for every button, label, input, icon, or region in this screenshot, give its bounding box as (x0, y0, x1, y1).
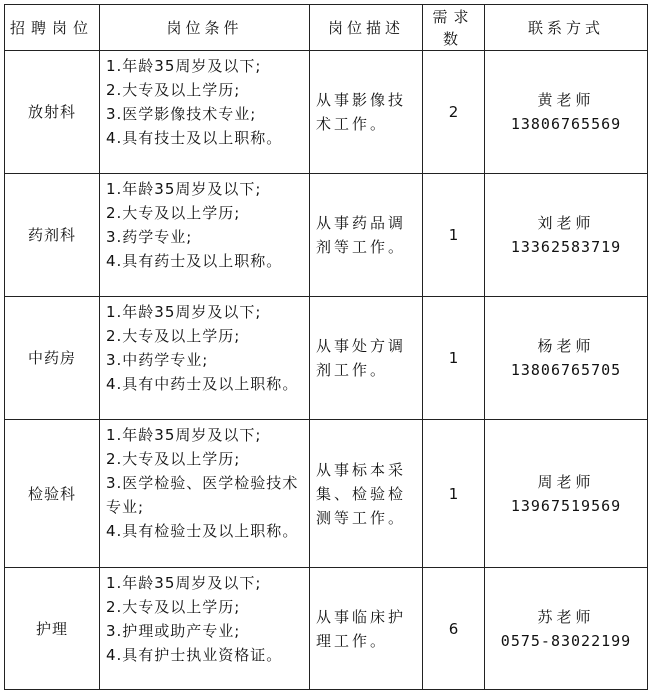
position-title: 检验科 (5, 420, 100, 568)
condition-line: 3.中药学专业; (106, 351, 209, 369)
contact-phone: 13806765705 (510, 361, 622, 379)
header-title: 招聘岗位 (5, 5, 100, 51)
position-title: 护理 (5, 568, 100, 690)
condition-line: 1.年龄35周岁及以下; (106, 180, 262, 198)
position-description: 从事临床护理工作。 (310, 568, 423, 690)
condition-line: 2.大专及以上学历; (106, 81, 241, 99)
condition-line: 4.具有护士执业资格证。 (106, 646, 283, 664)
condition-line: 2.大专及以上学历; (106, 327, 241, 345)
condition-line: 4.具有药士及以上职称。 (106, 252, 283, 270)
header-conditions: 岗位条件 (100, 5, 310, 51)
position-count: 1 (423, 420, 485, 568)
condition-line: 2.大专及以上学历; (106, 598, 241, 616)
condition-line: 1.年龄35周岁及以下; (106, 574, 262, 592)
contact-phone: 13806765569 (510, 115, 622, 133)
condition-line: 4.具有技士及以上职称。 (106, 129, 283, 147)
position-description: 从事药品调剂等工作。 (310, 174, 423, 297)
condition-line: 1.年龄35周岁及以下; (106, 57, 262, 75)
position-count: 1 (423, 297, 485, 420)
contact-phone: 13362583719 (510, 238, 622, 256)
position-count: 1 (423, 174, 485, 297)
position-description: 从事标本采集、检验检测等工作。 (310, 420, 423, 568)
condition-line: 3.医学检验、医学检验技术专业; (106, 474, 299, 516)
recruitment-table (4, 4, 648, 690)
header-description: 岗位描述 (310, 5, 423, 51)
condition-line: 1.年龄35周岁及以下; (106, 303, 262, 321)
header-row (5, 5, 648, 51)
condition-line: 3.医学影像技术专业; (106, 105, 257, 123)
condition-line: 4.具有中药士及以上职称。 (106, 375, 299, 393)
contact-name: 刘老师 (537, 214, 595, 232)
condition-line: 3.护理或助产专业; (106, 622, 241, 640)
condition-line: 2.大专及以上学历; (106, 450, 241, 468)
position-contact (485, 297, 648, 420)
position-conditions (100, 297, 310, 420)
position-count: 6 (423, 568, 485, 690)
position-conditions (100, 568, 310, 690)
position-description: 从事影像技术工作。 (310, 51, 423, 174)
position-contact (485, 568, 648, 690)
position-contact (485, 174, 648, 297)
header-count: 需求数 (423, 5, 485, 51)
position-title: 放射科 (5, 51, 100, 174)
condition-line: 2.大专及以上学历; (106, 204, 241, 222)
condition-line: 1.年龄35周岁及以下; (106, 426, 262, 444)
position-title: 中药房 (5, 297, 100, 420)
table-row (5, 174, 648, 297)
table-row (5, 297, 648, 420)
position-contact (485, 420, 648, 568)
position-count: 2 (423, 51, 485, 174)
contact-name: 黄老师 (537, 91, 595, 109)
position-conditions (100, 51, 310, 174)
contact-name: 周老师 (537, 472, 595, 491)
table-row (5, 51, 648, 174)
condition-line: 3.药学专业; (106, 228, 193, 246)
condition-line: 4.具有检验士及以上职称。 (106, 522, 299, 540)
contact-name: 杨老师 (537, 337, 595, 355)
position-conditions (100, 174, 310, 297)
position-description: 从事处方调剂工作。 (310, 297, 423, 420)
contact-phone: 0575-83022199 (500, 631, 632, 650)
table-row (5, 568, 648, 690)
position-title: 药剂科 (5, 174, 100, 297)
table-row (5, 420, 648, 568)
header-contact: 联系方式 (485, 5, 648, 51)
position-contact (485, 51, 648, 174)
contact-name: 苏老师 (537, 607, 595, 626)
contact-phone: 13967519569 (510, 496, 622, 515)
position-conditions (100, 420, 310, 568)
